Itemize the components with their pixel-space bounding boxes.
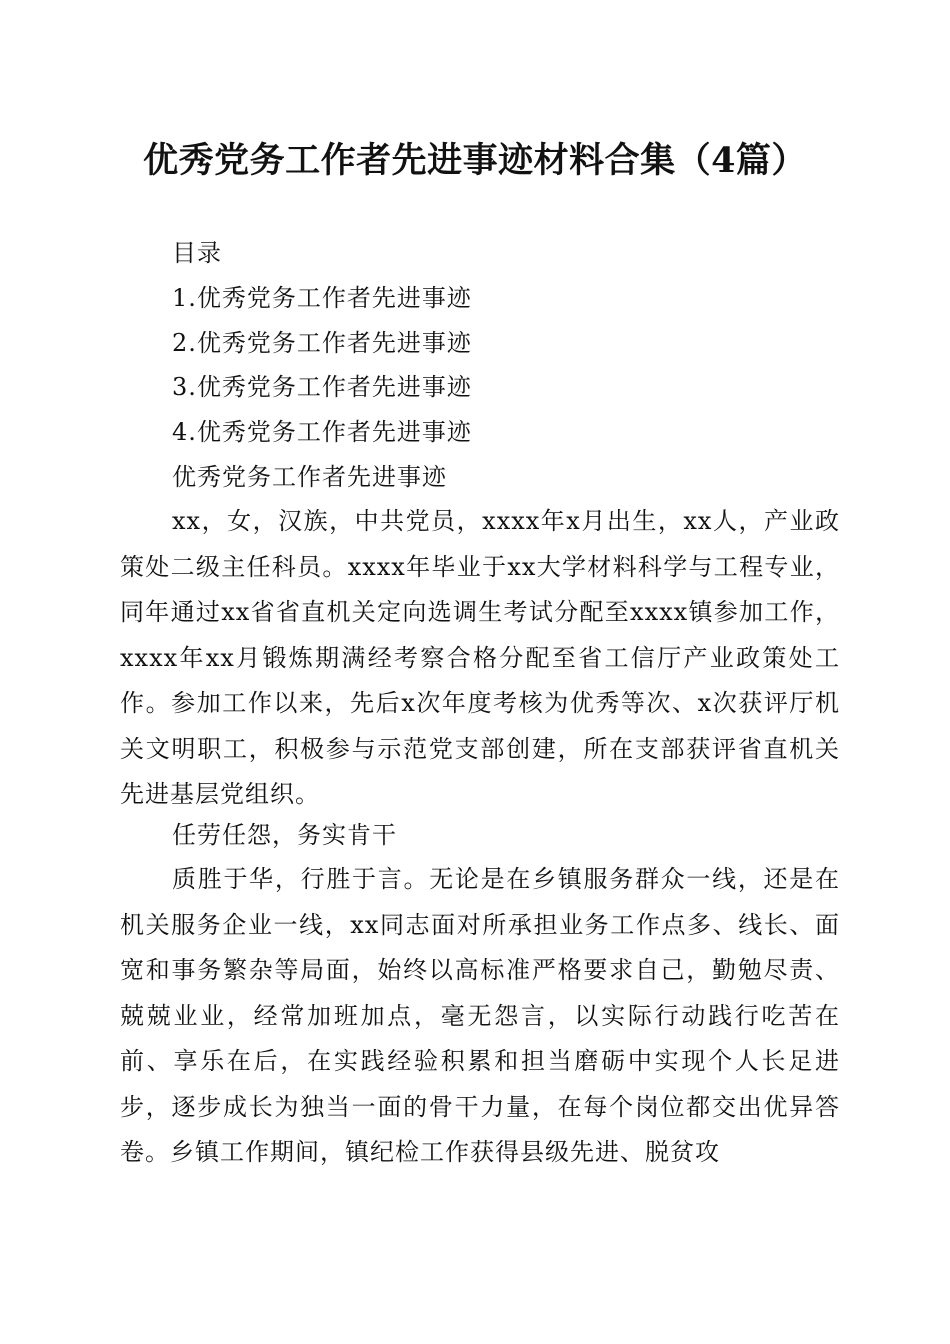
toc-heading: 目录 <box>172 239 222 267</box>
body-paragraph: 质胜于华，行胜于言。无论是在乡镇服务群众一线，还是在机关服务企业一线，xx同志面对所承担业务工作点多、线长、面宽和事务繁杂等局面，始终以高标准严格要求自己，勤勉尽责、兢兢业业，经常加班加点，毫无怨言，以实际行动践行吃苦在前、享乐在后，在实践经验积累和担当磨砺中实现个人长足进步，逐步成长为独当一面的骨干力量，在每个岗位都交出优异答卷。乡镇工作期间，镇纪检工作获得县级先进、脱贫攻 <box>120 865 840 1166</box>
subheading: 任劳任怨，务实肯干 <box>172 821 397 849</box>
document-title: 优秀党务工作者先进事迹材料合集（4篇） <box>143 140 807 181</box>
toc-item-4: 4.优秀党务工作者先进事迹 <box>172 418 472 446</box>
toc-item-1: 1.优秀党务工作者先进事迹 <box>172 284 472 312</box>
toc-item-2: 2.优秀党务工作者先进事迹 <box>172 329 472 357</box>
intro-paragraph: xx，女，汉族，中共党员，xxxx年x月出生，xx人，产业政策处二级主任科员。xxxx年毕业于xx大学材料科学与工程专业，同年通过xx省省直机关定向选调生考试分配至xxxx镇参加工作，xxxx年xx月锻炼期满经考察合格分配至省工信厅产业政策处工作。参加工作以来，先后x次年度考核为优秀等次、x次获评厅机关文明职工，积极参与示范党支部创建，所在支部获评省直机关先进基层党组织。 <box>120 507 840 808</box>
toc-item-3: 3.优秀党务工作者先进事迹 <box>172 373 472 401</box>
section-title: 优秀党务工作者先进事迹 <box>172 463 447 491</box>
